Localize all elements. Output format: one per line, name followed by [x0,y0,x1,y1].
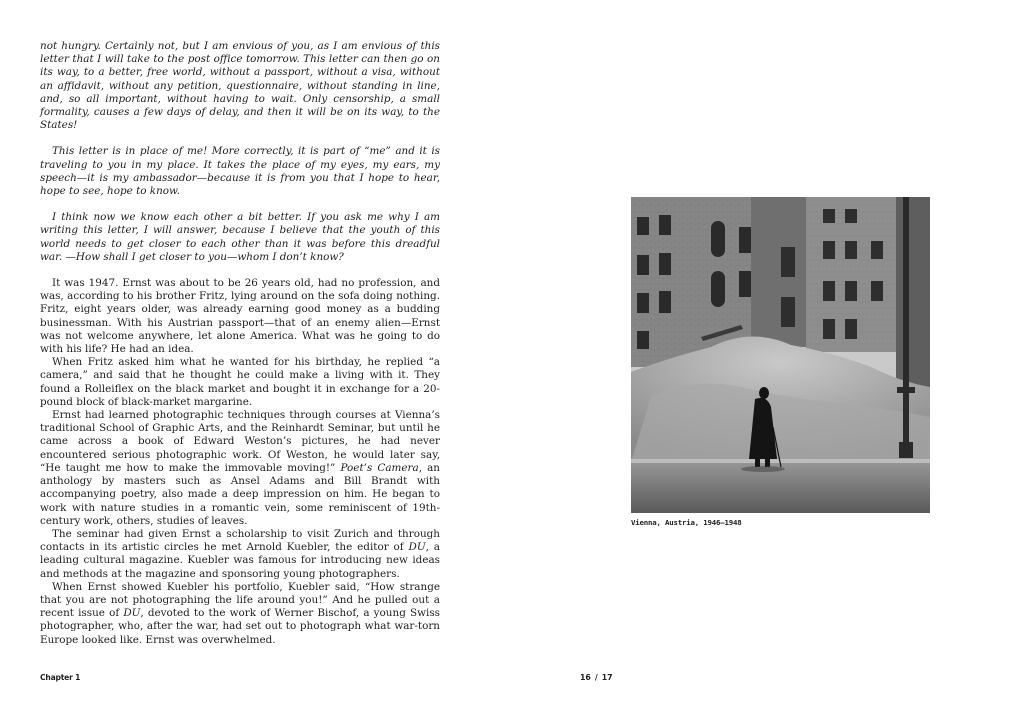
chapter-label: Chapter 1 [40,673,81,682]
page-number-right: 17 [601,673,613,682]
photo-caption: Vienna, Austria, 1946–1948 [631,518,742,527]
narrative [40,277,440,647]
magazine-title: DU [123,607,141,620]
photo-image [631,197,930,513]
narrative-paragraph-3: Ernst had learned photographic techniques through courses at Vienna’s traditional School of Graphic Arts, and the Reinhardt Seminar, but until he came across a book of Edward Weston’s pictures, he had never encountered serious photographic work. Of Weston, he would later say, “He taught me how to make the immovable moving!” Poet’s Camera, an anthology by masters such as Ansel Adams and Bill Brandt with accompanying poetry, also made a deep impression on him. He began to work with nature studies in a romantic vein, some reminiscent of 19th-century work, others, studies of leaves. [40,409,440,527]
street-photo [631,197,930,513]
narrative-paragraph-5: When Ernst showed Kuebler his portfolio, Kuebler said, “How strange that you are not photographing the life around you!” And he pulled out a recent issue of DU, devoted to the work of Werner Bischof, a young Swiss photographer, who, after the war, had set out to photograph what war-torn Europe looked like. Ernst was overwhelmed. [40,580,440,646]
narrative-paragraph-2: When Fritz asked him what he wanted for his birthday, he replied “a camera,” and said that he thought he could make a living with it. They found a Rolleiflex on the black market and bought it in exchange for a 20-pound block of black-market margarine. [40,356,440,408]
letter-paragraph-1: not hungry. Certainly not, but I am envious of you, as I am envious of this letter that I will take to the post office tomorrow. This letter can then go on its way, to a better, free world, without a passport, without a visa, without an affidavit, without any petition, questionnaire, without standing in line, and, so all important, without having to wait. Only censorship, a small formality, causes a few days of delay, and then it will be on its way, to the States! [40,40,440,132]
narrative-paragraph-4: The seminar had given Ernst a scholarship to visit Zurich and through contacts in its artistic circles he met Arnold Kuebler, the editor of DU, a leading cultural magazine. Kuebler was famous for introducing new ideas and methods at the magazine and sponsoring young photographers. [40,527,440,580]
page-separator: / [594,673,598,682]
letter-paragraph-3: I think now we know each other a bit better. If you ask me why I am writing this letter, I will answer, because I believe that the youth of this world needs to get closer to each other than it was before this dreadful war. —How shall I get closer to you—whom I don’t know? [40,211,440,263]
body-text [40,40,440,647]
page-number-left: 16 [580,673,591,682]
magazine-title: DU [408,541,426,554]
book-title: Poet’s Camera [340,461,419,474]
narrative-paragraph-1: It was 1947. Ernst was about to be 26 years old, had no profession, and was, according to his brother Fritz, lying around on the sofa doing nothing. Fritz, eight years older, was already earning good money as a budding businessman. With his Austrian passport—that of an enemy alien—Ernst was not welcome anywhere, let alone America. What was he going to do with his life? He had an idea. [40,277,440,356]
right-page [510,0,1020,711]
letter-paragraph-2: This letter is in place of me! More correctly, it is part of “me” and it is traveling to you in my place. It takes the place of my eyes, my ears, my speech—it is my ambassador—because it is from you that I hope to hear, hope to see, hope to know. [40,145,440,198]
letter-excerpt [40,40,440,264]
